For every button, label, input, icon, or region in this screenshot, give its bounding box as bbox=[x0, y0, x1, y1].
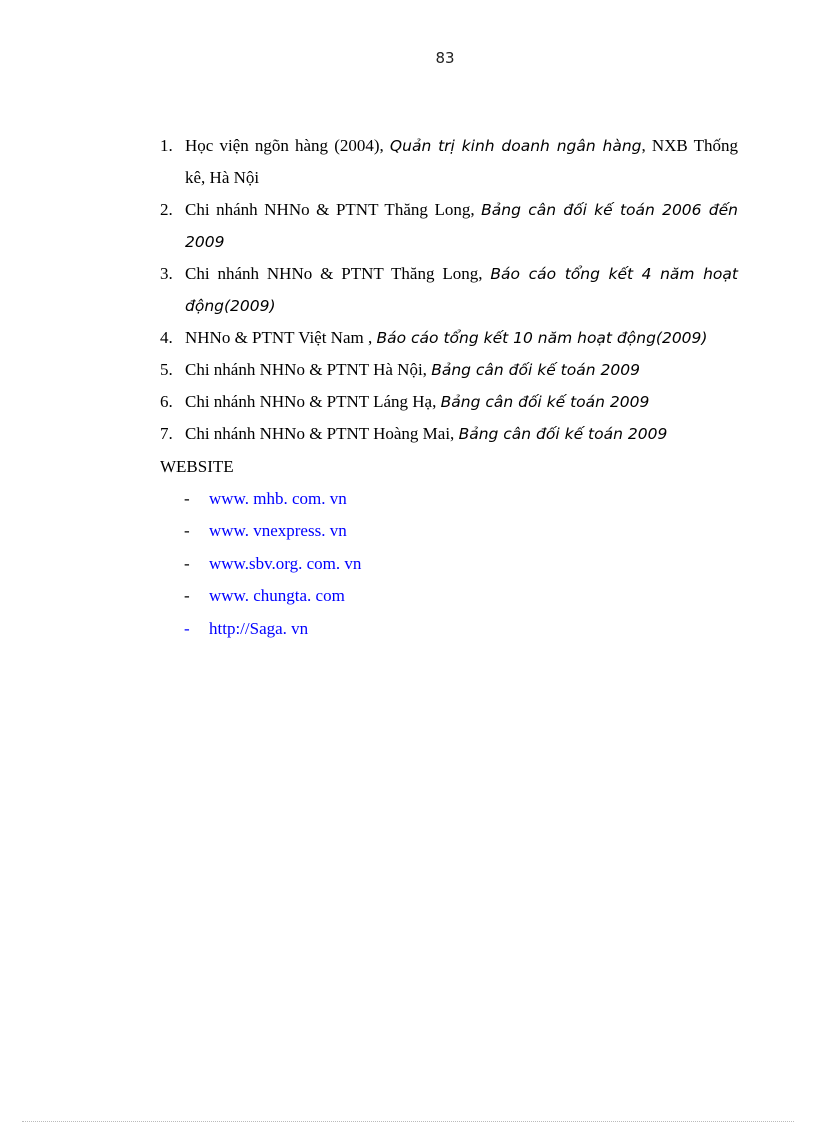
website-link[interactable]: www.sbv.org. com. vn bbox=[209, 553, 362, 573]
reference-author: Chi nhánh NHNo & PTNT Thăng Long, bbox=[185, 200, 475, 219]
reference-author: Học viện ngõn hàng (2004), bbox=[185, 136, 384, 155]
reference-title: Báo cáo tổng kết 4 năm hoạt động(2009) bbox=[185, 265, 738, 315]
reference-author: Chi nhánh NHNo & PTNT Hoàng Mai, bbox=[185, 424, 455, 443]
website-item bbox=[184, 580, 361, 612]
reference-item bbox=[160, 194, 738, 258]
website-bullet: - bbox=[184, 586, 190, 606]
reference-title: Bảng cân đối kế toán 2006 đến 2009 bbox=[185, 201, 738, 251]
reference-title: Báo cáo tổng kết 10 năm hoạt động(2009) bbox=[376, 329, 708, 347]
website-link[interactable]: http://Saga. vn bbox=[209, 618, 309, 638]
website-bullet: - bbox=[184, 618, 190, 638]
reference-author: Chi nhánh NHNo & PTNT Láng Hạ, bbox=[185, 392, 437, 411]
website-list bbox=[184, 483, 361, 645]
website-item bbox=[184, 483, 361, 515]
reference-list bbox=[160, 130, 738, 450]
website-bullet: - bbox=[184, 521, 190, 541]
reference-author: NHNo & PTNT Việt Nam , bbox=[185, 328, 373, 347]
reference-title: Bảng cân đối kế toán 2009 bbox=[458, 425, 668, 443]
reference-title: Bảng cân đối kế toán 2009 bbox=[431, 361, 640, 379]
website-bullet: - bbox=[184, 489, 190, 508]
reference-item bbox=[160, 354, 738, 386]
website-heading: WEBSITE bbox=[160, 457, 234, 476]
reference-number: 4. bbox=[160, 328, 173, 347]
website-link[interactable]: www. vnexpress. vn bbox=[209, 521, 347, 541]
reference-title: Quản trị kinh doanh ngân hàng bbox=[389, 137, 642, 155]
website-item bbox=[184, 515, 361, 547]
reference-item bbox=[160, 322, 738, 354]
reference-item bbox=[160, 258, 738, 322]
reference-number: 1. bbox=[160, 136, 173, 155]
reference-number: 5. bbox=[160, 360, 173, 379]
page-bottom-divider bbox=[22, 1121, 794, 1122]
website-link[interactable]: www. chungta. com bbox=[209, 586, 345, 606]
website-link[interactable]: www. mhb. com. vn bbox=[209, 489, 347, 508]
reference-author: Chi nhánh NHNo & PTNT Hà Nội, bbox=[185, 360, 427, 379]
website-item bbox=[184, 613, 361, 645]
reference-number: 3. bbox=[160, 264, 173, 283]
reference-item bbox=[160, 386, 738, 418]
page-number: 83 bbox=[435, 49, 455, 67]
reference-number: 7. bbox=[160, 424, 173, 443]
reference-number: 6. bbox=[160, 392, 173, 411]
website-bullet: - bbox=[184, 553, 190, 573]
reference-suffix: , NXB Thống kê, Hà Nội bbox=[185, 136, 738, 187]
reference-author: Chi nhánh NHNo & PTNT Thăng Long, bbox=[185, 264, 483, 283]
website-item bbox=[184, 548, 361, 580]
reference-title: Bảng cân đối kế toán 2009 bbox=[440, 393, 650, 411]
reference-item bbox=[160, 418, 738, 450]
reference-item bbox=[160, 130, 738, 194]
reference-number: 2. bbox=[160, 200, 173, 219]
